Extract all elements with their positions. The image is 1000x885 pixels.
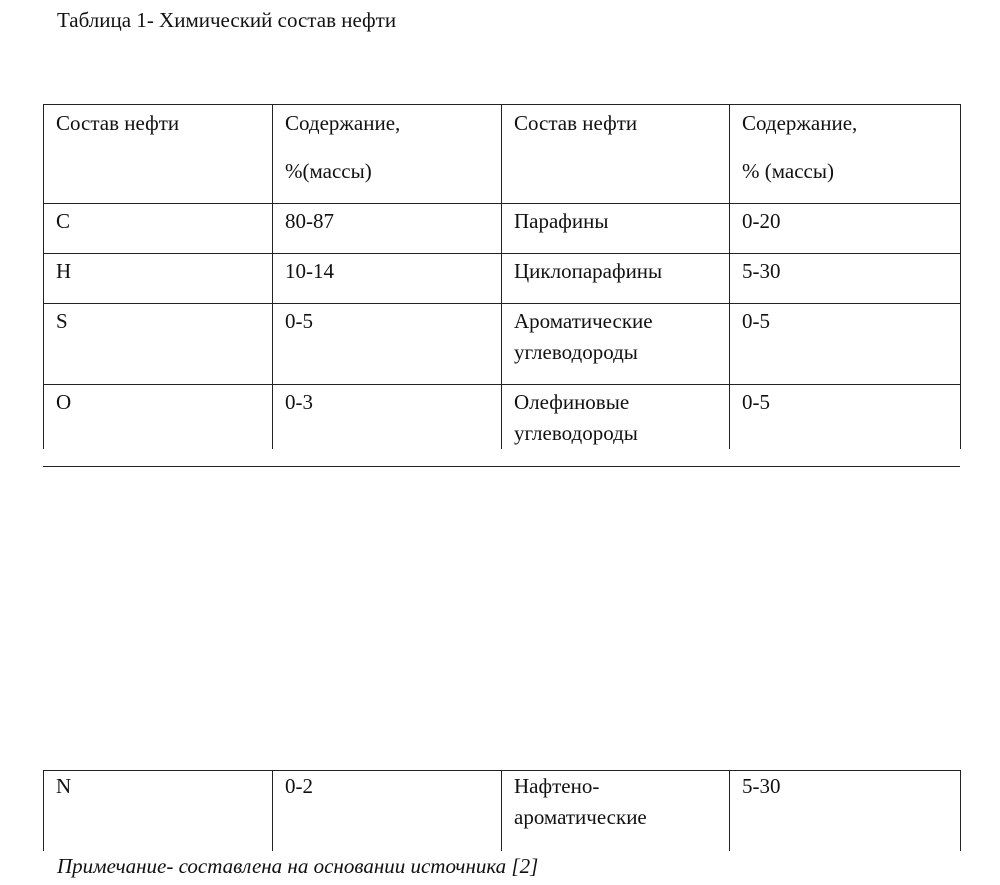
element-content-cell [273,254,502,304]
element-name: O [56,390,72,414]
element-content-cell [273,304,502,385]
table-bottom-border [43,466,960,467]
group-content: 5-30 [742,774,781,798]
element-cell [44,771,273,851]
table-row [44,771,961,851]
table-caption: Таблица 1- Химический состав нефти [57,8,397,32]
group-content: 0-20 [742,209,781,233]
group-cell [502,204,730,254]
header-cell [44,105,273,204]
composition-table-continued [43,770,961,851]
element-name: N [56,774,72,798]
element-content: 80-87 [285,209,334,233]
group-content-cell [730,771,961,851]
element-name: H [56,259,72,283]
group-content: 0-5 [742,309,770,333]
group-name: Ароматические [514,309,653,333]
group-name-continued: углеводороды [514,340,638,364]
table-row [44,204,961,254]
group-name-continued: углеводороды [514,421,638,445]
group-name-continued: ароматические [514,805,647,829]
group-name: Олефиновые [514,390,630,414]
group-cell [502,254,730,304]
element-content-cell [273,204,502,254]
header-composition-label: Состав нефти [56,111,180,135]
table-note: Примечание- составлена на основании источника [2] [57,854,539,878]
table-row [44,254,961,304]
group-content-cell [730,385,961,450]
table-header-row [44,105,961,204]
group-cell [502,304,730,385]
element-content: 0-5 [285,309,313,333]
group-content-cell [730,304,961,385]
composition-table [43,104,961,449]
header-content-unit: % (массы) [742,159,834,183]
element-name: S [56,309,68,333]
group-cell [502,771,730,851]
header-content-label: Содержание, [285,111,401,135]
table-row [44,385,961,450]
header-cell [502,105,730,204]
group-content-cell [730,254,961,304]
element-cell [44,254,273,304]
element-name: C [56,209,71,233]
element-cell [44,304,273,385]
element-content-cell [273,385,502,450]
group-name: Нафтено- [514,774,600,798]
header-composition-label: Состав нефти [514,111,638,135]
table-row [44,304,961,385]
element-content: 0-3 [285,390,313,414]
header-content-unit: %(массы) [285,159,372,183]
element-content-cell [273,771,502,851]
group-cell [502,385,730,450]
header-content-label: Содержание, [742,111,858,135]
header-cell [273,105,502,204]
group-content: 5-30 [742,259,781,283]
element-cell [44,204,273,254]
group-name: Циклопарафины [514,259,663,283]
group-content-cell [730,204,961,254]
element-cell [44,385,273,450]
element-content: 0-2 [285,774,313,798]
header-cell [730,105,961,204]
group-content: 0-5 [742,390,770,414]
group-name: Парафины [514,209,609,233]
element-content: 10-14 [285,259,334,283]
